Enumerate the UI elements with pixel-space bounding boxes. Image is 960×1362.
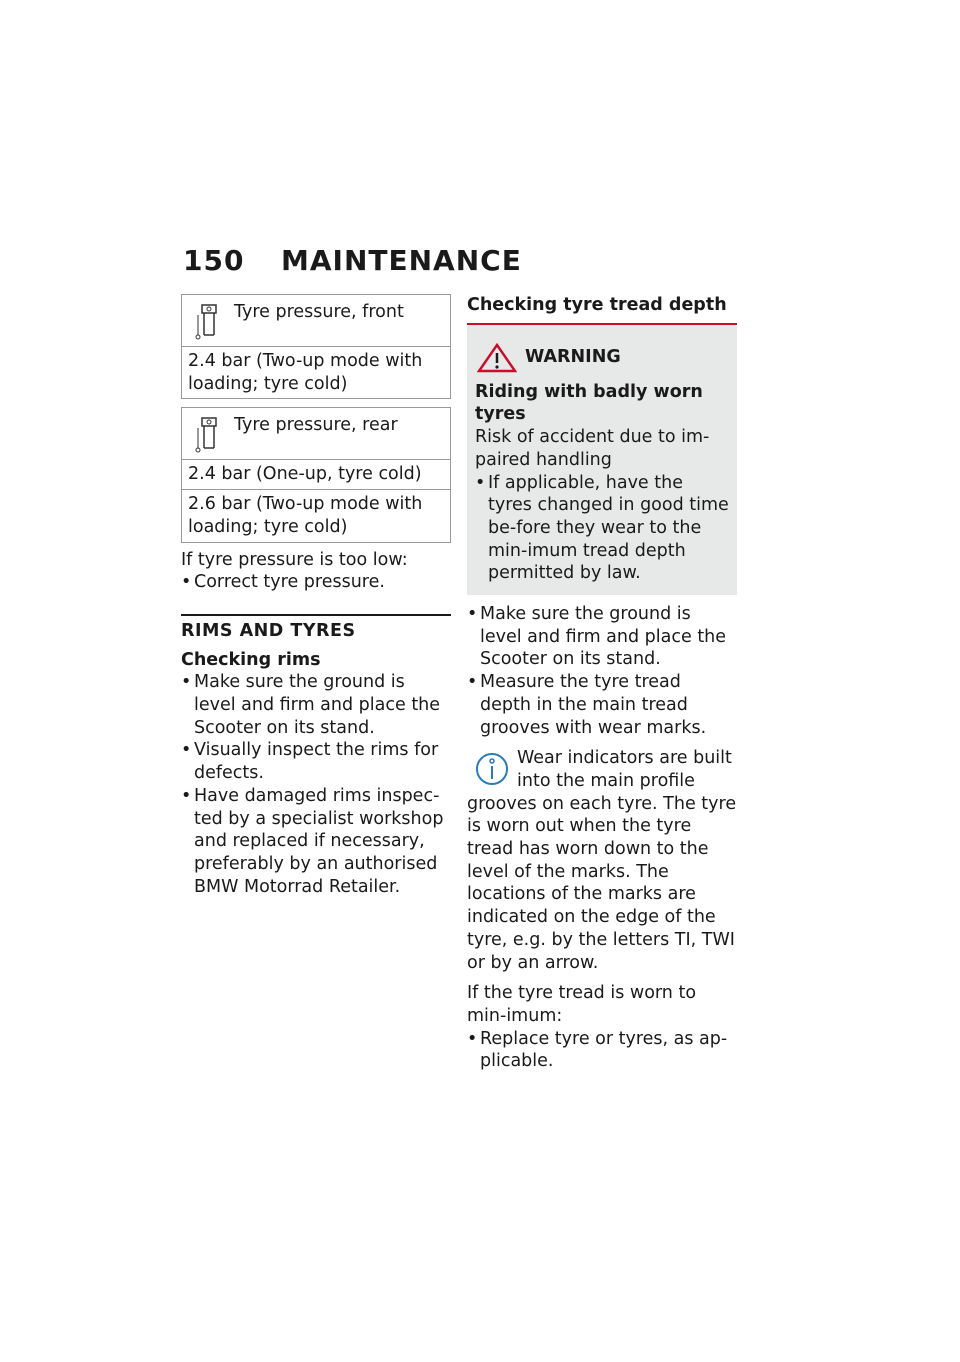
spec-rear-title: Tyre pressure, rear [234,415,398,436]
page-section-title: MAINTENANCE [281,243,522,277]
list-item: • Make sure the ground is level and firm and place the Scooter on its stand. [181,672,441,738]
tyre-pressure-gauge-icon [188,414,228,458]
spec-front-value: 2.4 bar (Two-up mode with loading; tyre cold) [188,351,423,394]
info-icon [475,749,509,789]
section-title-rims-tyres: RIMS AND TYRES [181,614,451,643]
spec-front-title: Tyre pressure, front [234,302,404,322]
right-column [467,294,737,1073]
list-item: • Make sure the ground is level and firm and place the Scooter on its stand. [467,604,727,670]
too-low-intro: If tyre pressure is too low: [181,549,408,570]
list-item: • Correct tyre pressure. [181,572,385,593]
info-text: Wear indicators are built into the main profile grooves on each tyre. The tyre is worn out when the tyre tread has worn down to the level of the marks. The locations of the marks are indicated on the edge of the tyre, e.g. by the letters TI, TWI or by an arrow. [467,748,737,973]
list-item: • If applicable, have the tyres changed in good time be-fore they wear to the min-imum tread depth permitted by law. [475,472,729,584]
warning-text: Risk of accident due to im-paired handling [475,427,710,470]
left-column [181,294,451,898]
warning-title: Riding with badly worn tyres [475,381,703,425]
worn-intro: If the tyre tread is worn to min-imum: [467,983,697,1026]
info-note [467,747,737,974]
heading-tread-depth: Checking tyre tread depth [467,294,737,325]
page-header [183,240,522,280]
warning-triangle-icon [477,343,517,373]
spec-box-front [181,294,451,399]
spec-box-rear [181,407,451,542]
page-number: 150 [183,243,245,277]
list-item: • Visually inspect the rims for defects. [181,740,439,784]
tyre-pressure-gauge-icon [188,301,228,345]
list-item: • Have damaged rims inspec-ted by a specialist workshop and replaced if necessary, preferably by an authorised BMW Motorrad Retailer. [181,785,444,897]
spec-rear-value-two-up: 2.6 bar (Two-up mode with loading; tyre cold) [188,494,423,537]
warning-box [467,325,737,595]
spec-rear-value-one-up: 2.4 bar (One-up, tyre cold) [182,460,450,490]
warning-label: WARNING [525,347,621,368]
subheading-checking-rims: Checking rims [181,649,321,670]
list-item: • Replace tyre or tyres, as ap-plicable. [467,1028,728,1072]
list-item: • Measure the tyre tread depth in the main tread grooves with wear marks. [467,672,707,738]
